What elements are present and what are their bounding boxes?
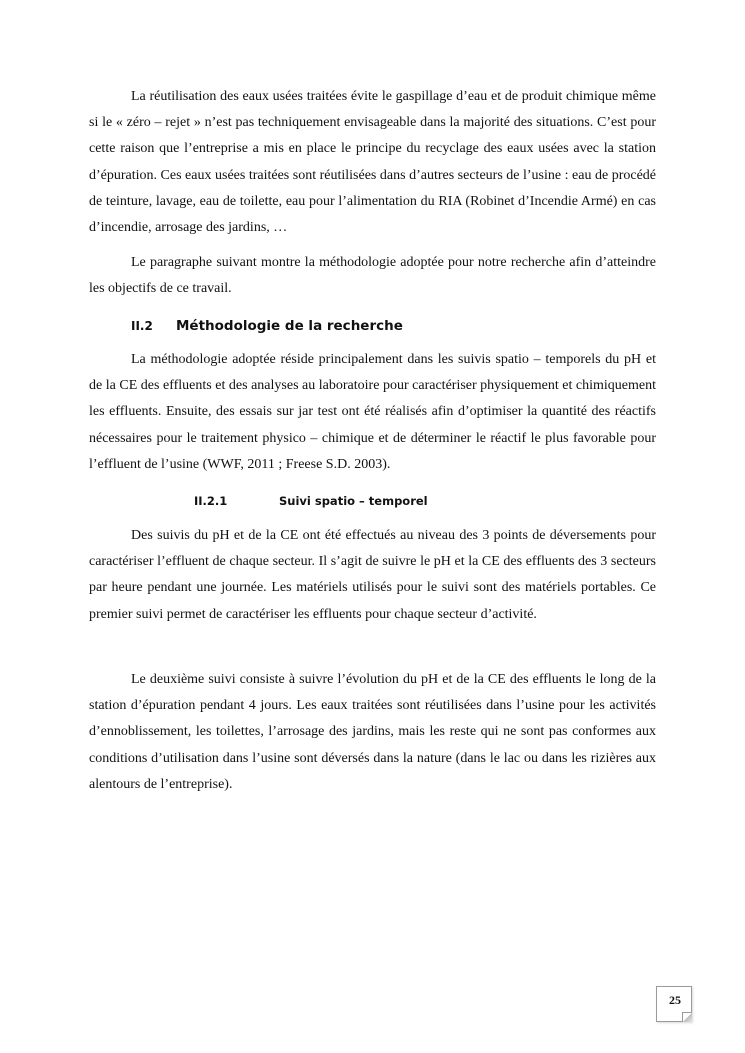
subsection-heading-2-2-1 [194,494,428,508]
section-heading-2-2 [131,318,403,334]
monitoring-paragraph-2: Le deuxième suivi consiste à suivre l’évolution du pH et de la CE des effluents le long de la station d’épuration pendant 4 jours. Les eaux traitées sont réutilisées dans l’usine pour les activités d’ennoblissement, les toilettes, l’arrosage des jardins, mais les reste qui ne sont pas conformes aux conditions d’utilisation dans l’usine sont déversés dans la nature (dans le lac ou dans les rizières aux alentours de l’entreprise). [89,672,656,792]
section-title: Méthodologie de la recherche [176,318,403,334]
methodology-paragraph: La méthodologie adoptée réside principalement dans les suivis spatio – temporels du pH et de la CE des effluents et des analyses au laboratoire pour caractériser physiquement et chimiquement les effluents. Ensuite, des essais sur jar test ont été réalisés afin d’optimiser la quantité des réactifs nécessaires pour le traitement physico – chimique et de déterminer le réactif le plus favorable pour l’effluent de l’usine (WWF, 2011 ; Freese S.D. 2003). [89,352,656,472]
page-number: 25 [669,993,681,1007]
intro-block [89,84,656,241]
subsection-title: Suivi spatio – temporel [279,494,428,508]
monitoring-block-1 [89,523,656,628]
intro-paragraph-2: Le paragraphe suivant montre la méthodologie adoptée pour notre recherche afin d’atteindre les objectifs de ce travail. [89,255,656,297]
section-number: II.2 [131,319,153,333]
page-curl-icon [682,1012,692,1022]
subsection-number: II.2.1 [194,494,228,508]
monitoring-block-2 [89,667,656,798]
monitoring-paragraph-1: Des suivis du pH et de la CE ont été effectués au niveau des 3 points de déversements pour caractériser l’effluent de chaque secteur. Il s’agit de suivre le pH et la CE des effluents des 3 secteurs par heure pendant une journée. Les matériels utilisés pour le suivi sont des matériels portables. Ce premier suivi permet de caractériser les effluents pour chaque secteur d’activité. [89,528,656,622]
methodology-block [89,347,656,478]
intro-paragraph-1: La réutilisation des eaux usées traitées évite le gaspillage d’eau et de produit chimique même si le « zéro – rejet » n’est pas techniquement envisageable dans la majorité des situations. C’est pour cette raison que l’entreprise a mis en place le principe du recyclage des eaux usées avec la station d’épuration. Ces eaux usées traitées sont réutilisées dans d’autres secteurs de l’usine : eau de procédé de teinture, lavage, eau de toilette, eau pour l’alimentation du RIA (Robinet d’Incendie Armé) en cas d’incendie, arrosage des jardins, … [89,89,656,236]
intro-block-2 [89,250,656,302]
page-number-box [656,986,692,1022]
